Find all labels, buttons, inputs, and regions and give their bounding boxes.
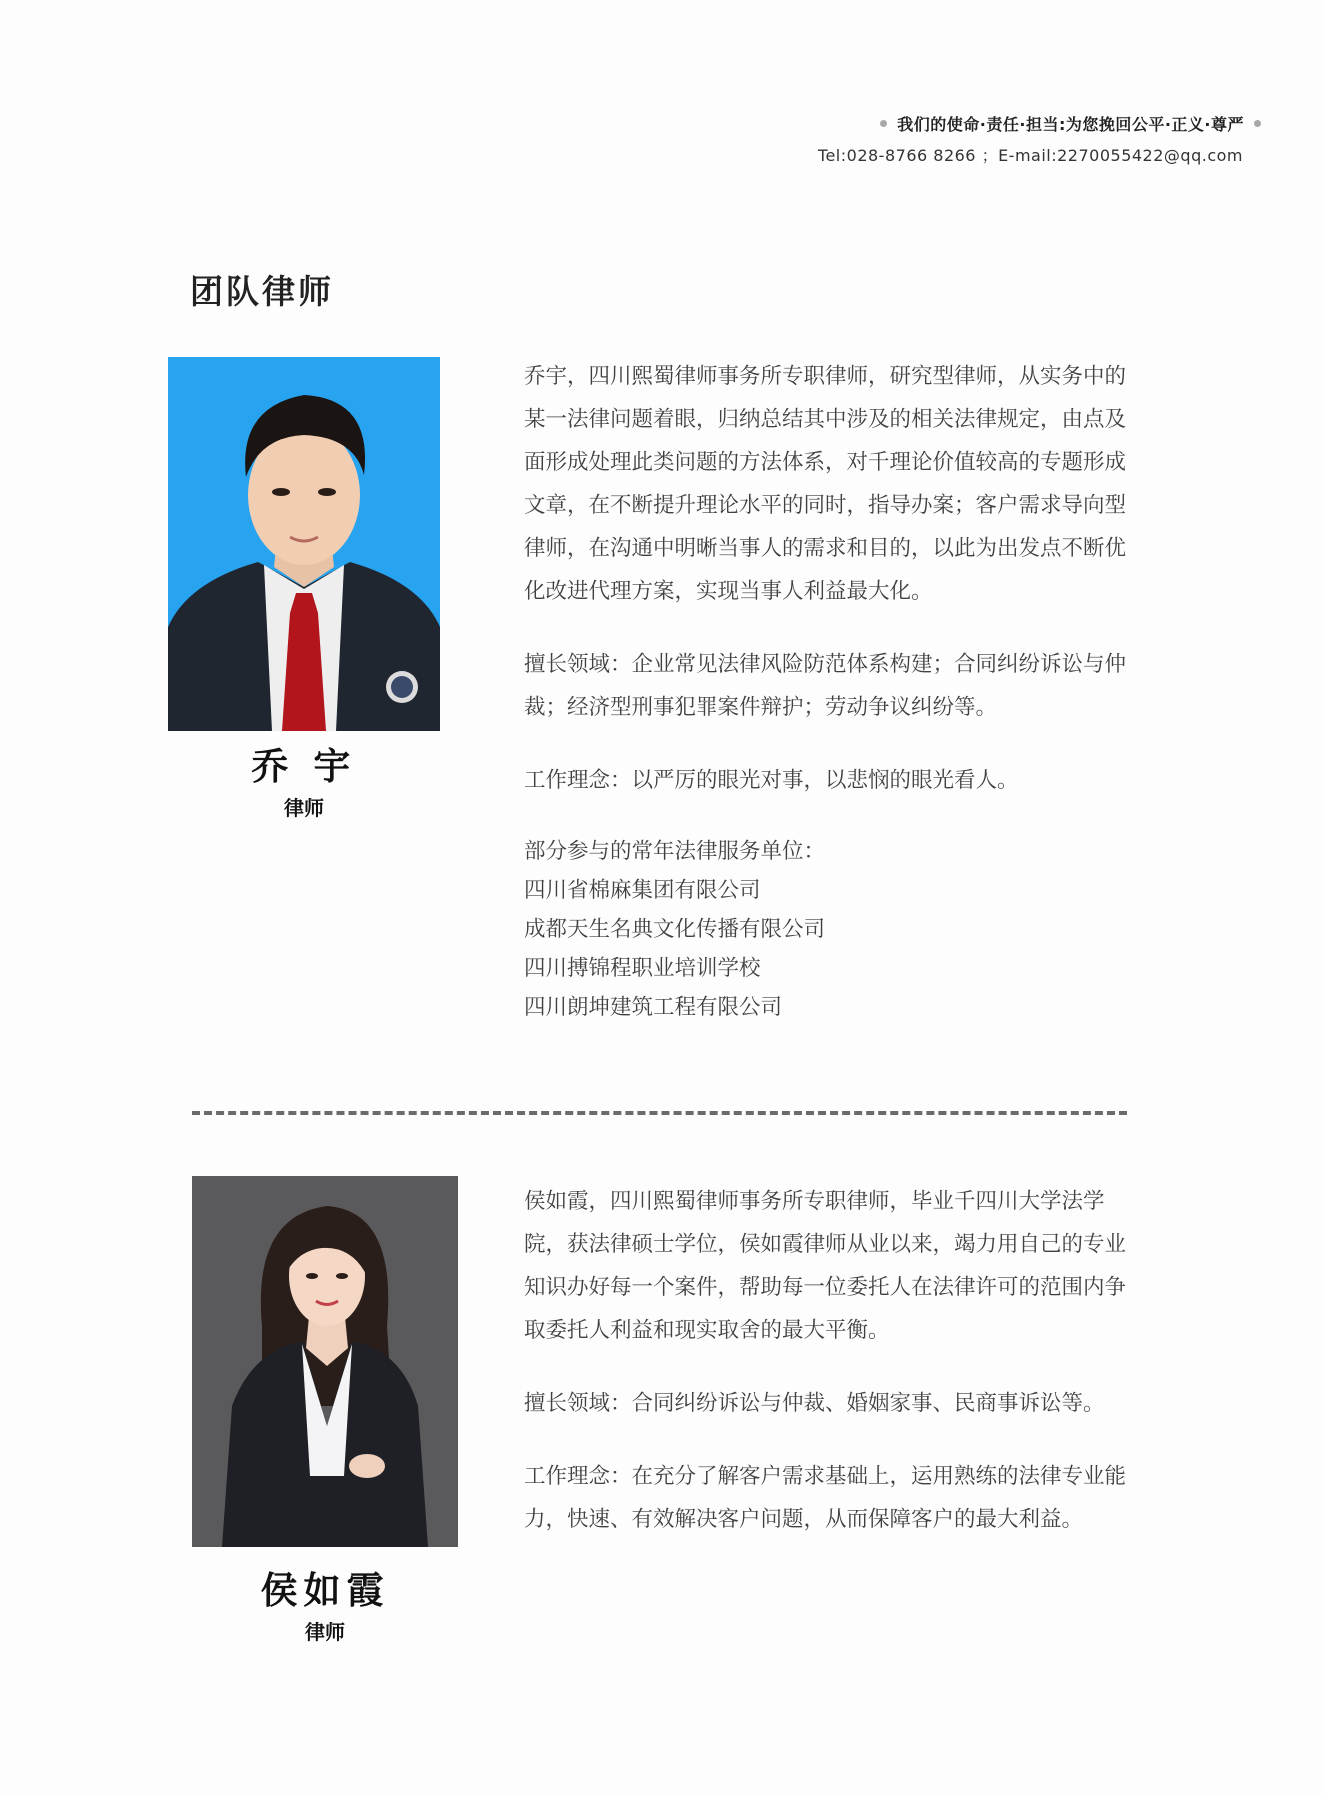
lawyer-expertise: 擅长领域：企业常见法律风险防范体系构建；合同纠纷诉讼与仲裁；经济型刑事犯罪案件辩护；劳动争议纠纷等。	[524, 652, 1127, 720]
lawyer-role: 律师	[284, 796, 324, 820]
section-title: 团队律师	[190, 272, 334, 311]
client-item: 四川搏锦程职业培训学校	[524, 956, 761, 981]
section-divider	[192, 1111, 1127, 1115]
client-list	[524, 832, 1134, 1027]
lawyer-photo-hou-ruxia	[192, 1176, 458, 1547]
lawyer-name: 侯如霞	[260, 1569, 390, 1612]
lawyer-name-block	[168, 736, 440, 821]
slogan-text: 我们的使命·责任·担当:为您挽回公平·正义·尊严	[897, 115, 1244, 134]
client-list-title: 部分参与的常年法律服务单位：	[524, 839, 826, 864]
bullet-dot-right	[1254, 120, 1261, 127]
contact-info: Tel:028-8766 8266 ；E-mail:2270055422@qq.com	[817, 146, 1243, 165]
slogan-row	[781, 112, 1261, 135]
client-item: 四川朗坤建筑工程有限公司	[524, 995, 783, 1020]
client-item: 四川省棉麻集团有限公司	[524, 878, 761, 903]
lawyer-intro: 侯如霞，四川熙蜀律师事务所专职律师，毕业千四川大学法学院，获法律硕士学位，侯如霞律师从业以来，竭力用自己的专业知识办好每一个案件，帮助每一位委托人在法律许可的范围内争取委托人利益和现实取舍的最大平衡。	[524, 1189, 1127, 1343]
lawyer-intro: 乔宇，四川熙蜀律师事务所专职律师，研究型律师，从实务中的某一法律问题着眼，归纳总结其中涉及的相关法律规定，由点及面形成处理此类问题的方法体系，对千理论价值较高的专题形成文章，在不断提升理论水平的同时，指导办案；客户需求导向型律师，在沟通中明晰当事人的需求和目的，以此为出发点不断优化改进代理方案，实现当事人利益最大化。	[524, 364, 1127, 604]
page-header	[781, 112, 1261, 166]
lawyer-photo-qiao-yu	[168, 357, 440, 731]
bullet-dot-left	[880, 120, 887, 127]
lawyer-expertise: 擅长领域：合同纠纷诉讼与仲裁、婚姻家事、民商事诉讼等。	[524, 1391, 1105, 1416]
client-item: 成都天生名典文化传播有限公司	[524, 917, 826, 942]
lawyer-name-block	[192, 1560, 458, 1645]
lawyer-philosophy: 工作理念：在充分了解客户需求基础上，运用熟练的法律专业能力，快速、有效解决客户问题，从而保障客户的最大利益。	[524, 1464, 1127, 1532]
lawyer-philosophy: 工作理念：以严厉的眼光对事，以悲悯的眼光看人。	[524, 768, 1019, 793]
lawyer-role: 律师	[305, 1620, 345, 1644]
lawyer-name: 乔 宇	[251, 745, 357, 788]
lawyer-bio-hou-ruxia	[524, 1180, 1134, 1541]
lawyer-bio-qiao-yu	[524, 355, 1134, 1027]
